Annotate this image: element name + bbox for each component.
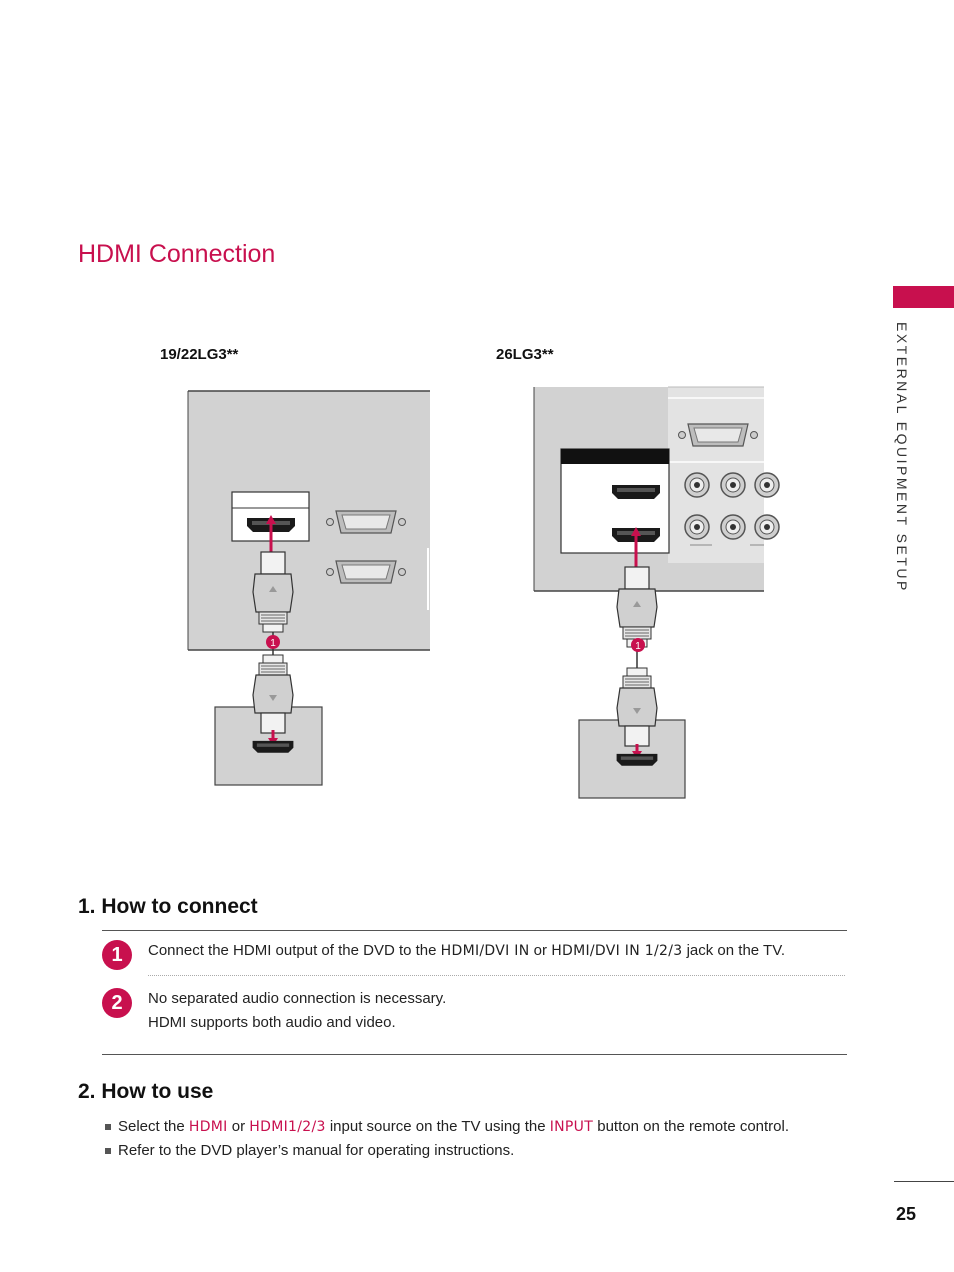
cable-marker-left: 1	[270, 638, 276, 649]
page-number-rule	[894, 1181, 954, 1182]
divider-bottom	[102, 1054, 847, 1055]
cable-marker-right: 1	[635, 641, 641, 652]
step-divider	[148, 975, 845, 976]
hdmi-source-label: HDMI	[188, 1119, 228, 1135]
step-2-line-2: HDMI supports both audio and video.	[148, 1014, 396, 1031]
section-label: EXTERNAL EQUIPMENT SETUP	[894, 322, 910, 593]
step-number-2: 2	[102, 988, 132, 1018]
use-bullet-1-text: Select the HDMI or HDMI1/2/3 input source on the TV using the INPUT button on the remote control.	[118, 1118, 790, 1135]
step-2-line-1: No separated audio connection is necessary.	[148, 990, 447, 1007]
hdmi-123-source-label: HDMI1/2/3	[249, 1119, 326, 1135]
model-label-left: 19/22LG3**	[160, 346, 239, 363]
hdmi-dvi-in-123-label: HDMI/DVI IN 1/2/3	[551, 943, 683, 959]
step-1-text: Connect the HDMI output of the DVD to the HDMI/DVI IN or HDMI/DVI IN 1/2/3 jack on the TV.	[148, 942, 785, 959]
model-label-right: 26LG3**	[496, 346, 554, 363]
how-to-use-heading: 2. How to use	[78, 1080, 214, 1103]
page-title: HDMI Connection	[78, 240, 276, 268]
hdmi-port-right-1	[612, 485, 660, 499]
step-number-1: 1	[102, 940, 132, 970]
input-button-label: INPUT	[549, 1119, 594, 1135]
divider-top	[102, 930, 847, 931]
page-number: 25	[896, 1204, 917, 1224]
bullet-1	[105, 1124, 111, 1130]
hdmi-dvi-in-label: HDMI/DVI IN	[440, 943, 530, 959]
how-to-connect-heading: 1. How to connect	[78, 895, 258, 918]
use-bullet-2-text: Refer to the DVD player’s manual for operating instructions.	[118, 1142, 515, 1159]
bullet-2	[105, 1148, 111, 1154]
